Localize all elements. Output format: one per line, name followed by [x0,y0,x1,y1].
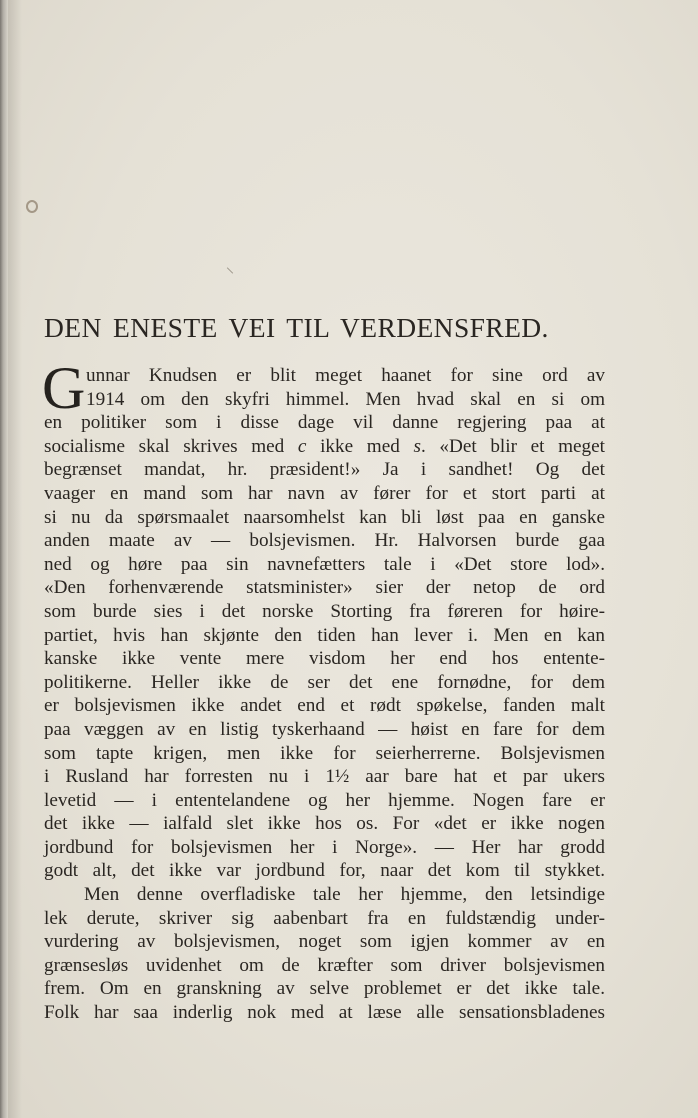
text-line: vaager en mand som har navn av fører for et stort parti at [44,482,605,504]
text-line: kanske ikke vente mere visdom her end hos entente- [44,648,605,670]
text-line: 1914 om den skyfri himmel. Men hvad skal en si om [86,388,605,410]
paper-speck [227,267,233,273]
text-line-paragraph-start: Men denne overfladiske tale her hjemme, den letsindige [84,884,605,906]
text-line: unnar Knudsen er blit meget haanet for sine ord av [86,365,605,386]
drop-cap-letter: G [42,355,86,421]
text-line: begrænset mandat, hr. præsident!» Ja i sandhet! Og det [44,459,605,481]
book-binding-edge [0,0,8,1118]
text-line: ned og høre paa sin navnefætters tale i «Det store lod». [44,553,605,575]
text-line: i Rusland har forresten nu i 1½ aar bare hat et par ukers [44,766,605,788]
text-line: frem. Om en granskning av selve problemet er det ikke tale. [44,978,605,1000]
text-line: vurdering av bolsjevismen, noget som igjen kommer av en [44,931,605,953]
text-line: anden maate av — bolsjevismen. Hr. Halvorsen burde gaa [44,530,605,552]
text-line: «Den forhenværende statsminister» sier der netop de ord [44,577,605,599]
text-line: det ikke — ialfald slet ikke hos os. For «det er ikke nogen [44,813,605,835]
binding-shadow [8,0,22,1118]
paper-stain-mark [26,200,38,213]
text-line: som tapte krigen, men ikke for seierherrerne. Bolsjevismen [44,742,605,764]
text-line: jordbund for bolsjevismen her i Norge». — Her har grodd [44,836,605,858]
text-line: partiet, hvis han skjønte den tiden han lever i. Men en kan [44,624,605,646]
text-line: grænsesløs uvidenhet om de kræfter som driver bolsjevismen [44,954,605,976]
chapter-title: DEN ENESTE VEI TIL VERDENSFRED. [44,312,549,343]
text-line: Folk har saa inderlig nok med at læse alle sensationsbladenes [44,1002,605,1024]
text-line: er bolsjevismen ikke andet end et rødt spøkelse, fanden malt [44,695,605,717]
text-line: som burde sies i det norske Storting fra føreren for høire- [44,600,605,622]
text-line: lek derute, skriver sig aabenbart fra en fuldstændig under- [44,907,605,929]
text-line: levetid — i ententelandene og her hjemme. Nogen fare er [44,789,605,811]
text-line: politikerne. Heller ikke de ser det ene fornødne, for dem [44,671,605,693]
text-line: godt alt, det ikke var jordbund for, naar det kom til stykket. [44,860,605,882]
text-line-with-italics: socialisme skal skrives med c ikke med s. «Det blir et meget [44,435,606,457]
text-line: si nu da spørsmaalet naarsomhelst kan bli løst paa en ganske [44,506,605,528]
body-text [42,355,606,1025]
text-line: en politiker som i disse dage vil danne regjering paa at [44,412,605,434]
text-line: paa væggen av en listig tyskerhaand — høist en fare for dem [44,718,605,740]
italic-letter: c [297,435,307,457]
italic-letter: s [413,435,421,457]
